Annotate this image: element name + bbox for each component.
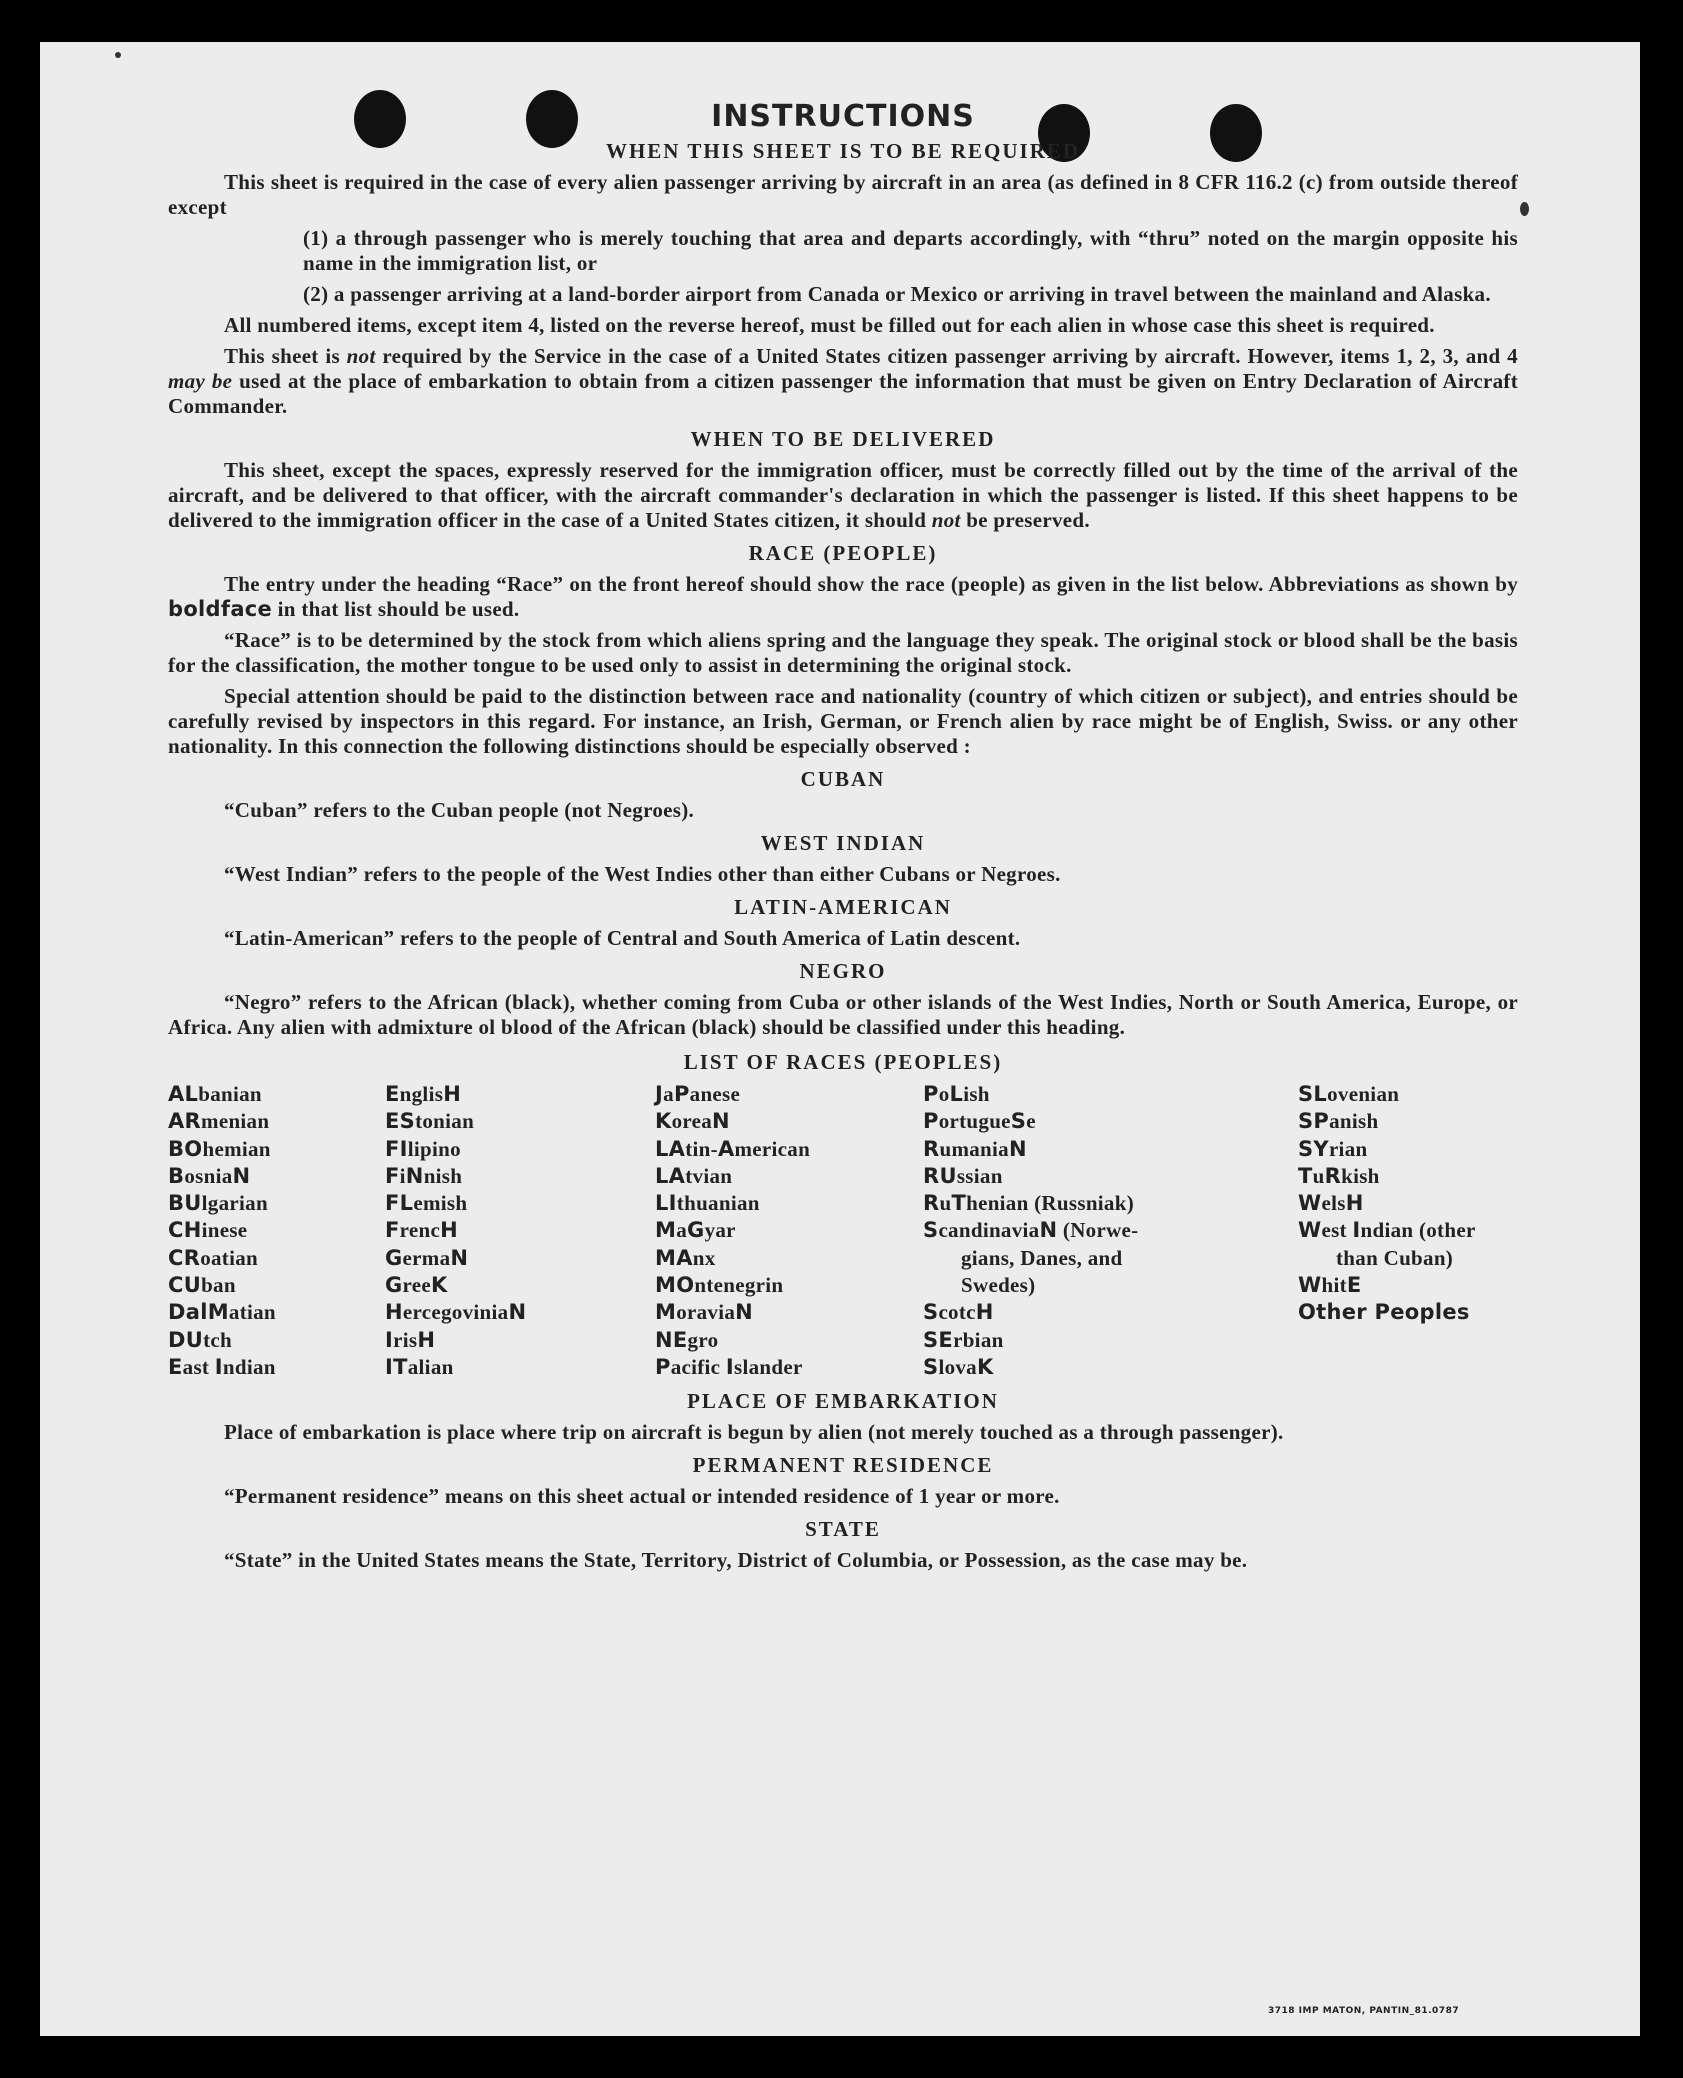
race-abbreviation: IT: [385, 1354, 408, 1379]
race-abbreviation: H: [417, 1327, 436, 1352]
race-abbreviation: G: [385, 1273, 403, 1298]
paragraph: “West Indian” refers to the people of the West Indies other than either Cubans or Negroes.: [224, 862, 1061, 886]
race-abbreviation: CH: [168, 1218, 202, 1243]
race-abbreviation: K: [431, 1273, 448, 1298]
race-name-text: nglis: [399, 1082, 444, 1106]
section-heading-state: STATE: [805, 1517, 881, 1541]
race-abbreviation: M: [655, 1300, 677, 1325]
race-entry: [385, 1272, 526, 1299]
race-entry: [168, 1245, 276, 1272]
race-name-text: oravia: [676, 1300, 736, 1325]
race-abbreviation: FI: [385, 1136, 408, 1161]
race-name-text: acific: [670, 1354, 726, 1379]
race-abbreviation: LI: [655, 1191, 677, 1216]
section-heading-residence: PERMANENT RESIDENCE: [692, 1453, 994, 1477]
paragraph: Special attention should be paid to the distinction between race and nationality (country of which citizen or subject), and entries should be carefully revised by inspectors in this regard. For instance, an Irish, German, or French alien by race might be of English, Swiss. or any other nationality. In this connection the following distinctions should be especially observed :: [168, 684, 1518, 758]
paragraph: This sheet is not required by the Service in the case of a United States citizen passenger arriving by aircraft. However, items 1, 2, 3, and 4 may be used at the place of embarkation to obtain from a citizen passenger the information that must be given on Entry Declaration of Aircraft Commander.: [168, 344, 1518, 418]
race-abbreviation: I: [385, 1327, 394, 1352]
race-name-text: lgarian: [201, 1191, 268, 1216]
race-name-text: lova: [938, 1354, 977, 1379]
speck: [1520, 202, 1529, 216]
race-name-text: lipino: [407, 1136, 461, 1161]
race-name-text: orea: [671, 1109, 713, 1134]
race-entry: [385, 1245, 526, 1272]
race-name-text: slander: [733, 1354, 803, 1379]
race-abbreviation: SY: [1298, 1136, 1329, 1161]
race-entry: [923, 1327, 1193, 1354]
race-name-text: inese: [201, 1218, 248, 1243]
race-name-text: nish: [423, 1163, 463, 1188]
paragraph: “Latin-American” refers to the people of Central and South America of Latin descent.: [224, 926, 1021, 950]
race-entry: [1298, 1190, 1543, 1217]
race-abbreviation: SL: [1298, 1082, 1328, 1106]
race-name-text: ndian (other: [1360, 1218, 1476, 1243]
race-abbreviation: S: [923, 1218, 939, 1243]
race-abbreviation: BU: [168, 1191, 202, 1216]
paragraph: The entry under the heading “Race” on the front hereof should show the race (people) as given in the list below. Abbreviations as shown by boldface in that list should be used.: [168, 572, 1518, 621]
race-name-text: gro: [687, 1327, 719, 1352]
race-entry: [1298, 1163, 1543, 1190]
race-abbreviation: Other Peoples: [1298, 1300, 1470, 1325]
race-name-text: gians, Danes, and: [961, 1245, 1123, 1270]
race-name-text: erma: [402, 1245, 451, 1270]
race-name-text: anish: [1329, 1109, 1379, 1134]
race-name-text: e: [1026, 1109, 1036, 1134]
race-entry: [385, 1354, 526, 1381]
race-entry: [655, 1245, 810, 1272]
race-abbreviation: CR: [168, 1245, 201, 1270]
paragraph: “Permanent residence” means on this sheet actual or intended residence of 1 year or more.: [224, 1484, 1060, 1508]
race-entry: [655, 1163, 810, 1190]
race-abbreviation: AL: [168, 1082, 199, 1106]
race-abbreviation: I: [1352, 1218, 1361, 1243]
race-name-text: u: [1312, 1163, 1325, 1188]
race-entry: [168, 1272, 276, 1299]
race-entry: [655, 1217, 810, 1244]
exception-item-2: (2) a passenger arriving at a land-border airport from Canada or Mexico or arriving in travel between the mainland and Alaska.: [303, 282, 1491, 306]
speck: [115, 52, 121, 58]
section-heading-negro: NEGRO: [799, 959, 887, 983]
race-entry: [1298, 1245, 1543, 1272]
race-name-text: ris: [393, 1327, 418, 1352]
race-abbreviation: LA: [655, 1136, 686, 1161]
paragraph: “State” in the United States means the State, Territory, District of Columbia, or Possession, as the case may be.: [224, 1548, 1248, 1572]
race-column: [923, 1081, 1193, 1381]
race-name-text: yar: [704, 1218, 736, 1243]
race-entry: [1298, 1299, 1543, 1326]
race-entry: [655, 1081, 810, 1108]
race-abbreviation: P: [655, 1354, 671, 1379]
race-abbreviation: G: [687, 1218, 705, 1243]
race-abbreviation: W: [1298, 1191, 1322, 1216]
race-name-text: tonian: [415, 1109, 475, 1134]
paragraph: “Negro” refers to the African (black), whether coming from Cuba or other islands of the West Indies, North or South America, Europe, or Africa. Any alien with admixture ol blood of the African (black) should be classified under this heading.: [168, 990, 1518, 1039]
race-abbreviation: B: [168, 1163, 185, 1188]
race-abbreviation: N: [405, 1163, 424, 1188]
race-entry: [923, 1190, 1193, 1217]
race-entry: [168, 1354, 276, 1381]
race-entry: [923, 1108, 1193, 1135]
race-entry: [385, 1136, 526, 1163]
race-name-text: est: [1321, 1218, 1353, 1243]
race-abbreviation: M: [655, 1218, 677, 1243]
section-heading-latin-american: LATIN-AMERICAN: [734, 895, 952, 919]
race-abbreviation: H: [440, 1218, 459, 1243]
race-abbreviation: N: [1008, 1136, 1027, 1161]
section-heading-west-indian: WEST INDIAN: [760, 831, 926, 855]
race-abbreviation: T: [1298, 1163, 1313, 1188]
race-abbreviation: E: [385, 1082, 400, 1106]
race-name-text: i: [399, 1163, 406, 1188]
race-name-text: ntenegrin: [694, 1273, 784, 1298]
race-entry: [655, 1299, 810, 1326]
race-abbreviation: LA: [655, 1163, 686, 1188]
race-entry: [385, 1190, 526, 1217]
section-heading-embarkation: PLACE OF EMBARKATION: [687, 1389, 999, 1413]
race-name-text: candinavia: [938, 1218, 1040, 1243]
race-abbreviation: N: [232, 1163, 251, 1188]
race-abbreviation: W: [1298, 1273, 1322, 1298]
race-abbreviation: R: [1324, 1163, 1342, 1188]
race-name-text: ercegovinia: [402, 1300, 509, 1325]
race-entry: [385, 1327, 526, 1354]
race-entry: [923, 1272, 1193, 1299]
race-abbreviation: K: [976, 1354, 994, 1379]
race-abbreviation: I: [214, 1354, 223, 1379]
race-abbreviation: I: [725, 1354, 734, 1379]
race-entry: [923, 1299, 1193, 1326]
race-name-text: ovenian: [1327, 1082, 1400, 1106]
race-name-text: tch: [203, 1327, 232, 1352]
race-entry: [923, 1245, 1193, 1272]
race-entry: [385, 1299, 526, 1326]
race-list: [168, 1081, 1518, 1381]
race-abbreviation: S: [923, 1300, 939, 1325]
race-entry: [1298, 1081, 1543, 1108]
paragraph: This sheet is required in the case of every alien passenger arriving by aircraft in an area (as defined in 8 CFR 116.2 (c) from outside thereof except: [168, 170, 1518, 219]
race-abbreviation: ES: [385, 1109, 416, 1134]
race-name-text: cotc: [938, 1300, 976, 1325]
instructions-body: [168, 99, 1518, 1579]
race-name-text: (Norwe-: [1057, 1218, 1139, 1243]
race-name-text: oatian: [200, 1245, 258, 1270]
race-name-text: emish: [413, 1191, 468, 1216]
race-abbreviation: MA: [655, 1245, 693, 1270]
race-abbreviation: S: [923, 1354, 939, 1379]
race-name-text: a: [663, 1082, 674, 1106]
race-name-text: hit: [1321, 1273, 1347, 1298]
race-name-text: anese: [689, 1082, 741, 1106]
race-abbreviation: P: [923, 1082, 939, 1106]
race-entry: [1298, 1108, 1543, 1135]
race-name-text: ish: [963, 1082, 990, 1106]
race-abbreviation: H: [443, 1082, 462, 1106]
race-name-text: umania: [939, 1136, 1009, 1161]
race-name-text: than Cuban): [1336, 1245, 1454, 1270]
race-entry: [1298, 1136, 1543, 1163]
race-name-text: els: [1321, 1191, 1346, 1216]
race-abbreviation: AR: [168, 1109, 202, 1134]
race-entry: [385, 1217, 526, 1244]
race-entry: [655, 1354, 810, 1381]
race-entry: [923, 1354, 1193, 1381]
race-abbreviation: SE: [923, 1327, 954, 1352]
printer-imprint: 3718 IMP MATON, PANTIN_81.0787: [1268, 2006, 1460, 2016]
race-name-text: ortugue: [938, 1109, 1011, 1134]
race-entry: [923, 1136, 1193, 1163]
race-entry: [923, 1163, 1193, 1190]
race-name-text: ban: [201, 1273, 236, 1298]
paragraph: Place of embarkation is place where trip on aircraft is begun by alien (not merely touched as a through passenger).: [224, 1420, 1284, 1444]
race-name-text: menian: [201, 1109, 270, 1134]
race-name-text: osnia: [184, 1163, 233, 1188]
paragraph: All numbered items, except item 4, listed on the reverse hereof, must be filled out for each alien in whose case this sheet is required.: [224, 313, 1435, 337]
race-column: [655, 1081, 810, 1381]
race-abbreviation: G: [385, 1245, 403, 1270]
race-entry: [168, 1299, 276, 1326]
race-abbreviation: CU: [168, 1273, 202, 1298]
race-abbreviation: FL: [385, 1191, 414, 1216]
race-entry: [1298, 1272, 1543, 1299]
section-heading-when-delivered: WHEN TO BE DELIVERED: [690, 427, 996, 451]
race-entry: [655, 1327, 810, 1354]
race-name-text: ssian: [956, 1163, 1003, 1188]
race-column: [168, 1081, 276, 1381]
race-name-text: ndian: [222, 1354, 276, 1379]
race-abbreviation: L: [949, 1082, 964, 1106]
race-column: [1298, 1081, 1543, 1327]
race-entry: [385, 1108, 526, 1135]
race-entry: [168, 1108, 276, 1135]
race-abbreviation: Dal: [168, 1300, 208, 1325]
race-entry: [168, 1081, 276, 1108]
race-abbreviation: NE: [655, 1327, 688, 1352]
section-heading-race: RACE (PEOPLE): [748, 541, 938, 565]
race-abbreviation: S: [1010, 1109, 1027, 1134]
paragraph: This sheet, except the spaces, expressly reserved for the immigration officer, must be correctly filled out by the time of the arrival of the aircraft, and be delivered to that officer, with the aircraft commander's declaration in which the passenger is listed. If this sheet happens to be delivered to the immigration officer in the case of a United States citizen, it should not be preserved.: [168, 458, 1518, 532]
race-name-text: hemian: [202, 1136, 271, 1161]
race-entry: [385, 1163, 526, 1190]
race-name-text: Swedes): [961, 1273, 1036, 1298]
paragraph: “Race” is to be determined by the stock from which aliens spring and the language they speak. The original stock or blood shall be the basis for the classification, the mother tongue to be used only to assist in determining the original stock.: [168, 628, 1518, 677]
race-entry: [655, 1136, 810, 1163]
race-entry: [655, 1190, 810, 1217]
race-abbreviation: R: [923, 1136, 940, 1161]
race-abbreviation: R: [923, 1191, 940, 1216]
race-name-text: a: [676, 1218, 688, 1243]
race-name-text: nx: [692, 1245, 716, 1270]
race-column: [385, 1081, 526, 1381]
race-abbreviation: DU: [168, 1327, 204, 1352]
race-name-text: renc: [399, 1218, 441, 1243]
section-heading-cuban: CUBAN: [800, 767, 886, 791]
race-name-text: alian: [407, 1354, 454, 1379]
race-abbreviation: N: [1039, 1218, 1058, 1243]
race-abbreviation: F: [385, 1218, 400, 1243]
race-abbreviation: N: [508, 1300, 527, 1325]
race-abbreviation: P: [673, 1082, 690, 1106]
race-name-text: thuanian: [676, 1191, 760, 1216]
race-entry: [1298, 1217, 1543, 1244]
race-entry: [655, 1108, 810, 1135]
race-name-text: rian: [1328, 1136, 1368, 1161]
race-entry: [655, 1272, 810, 1299]
race-abbreviation: BO: [168, 1136, 203, 1161]
race-abbreviation: N: [712, 1109, 730, 1134]
race-name-text: u: [939, 1191, 952, 1216]
document-sheet: [40, 42, 1640, 2036]
race-name-text: tin-: [685, 1136, 718, 1161]
race-abbreviation: M: [207, 1300, 229, 1325]
race-abbreviation: K: [655, 1109, 672, 1134]
race-entry: [385, 1081, 526, 1108]
race-name-text: atian: [228, 1300, 276, 1325]
paragraph: “Cuban” refers to the Cuban people (not Negroes).: [224, 798, 695, 822]
race-name-text: kish: [1341, 1163, 1380, 1188]
section-heading-list-of-races: LIST OF RACES (PEOPLES): [683, 1050, 1003, 1074]
exception-item-1: (1) a through passenger who is merely touching that area and departs accordingly, with “thru” noted on the margin opposite his name in the immigration list, or: [303, 226, 1518, 275]
race-name-text: ast: [182, 1354, 215, 1379]
race-name-text: henian (Russniak): [966, 1191, 1135, 1216]
page-title: INSTRUCTIONS: [711, 99, 975, 134]
race-abbreviation: P: [923, 1109, 939, 1134]
race-abbreviation: MO: [655, 1273, 695, 1298]
race-name-text: tvian: [685, 1163, 733, 1188]
race-abbreviation: N: [450, 1245, 469, 1270]
race-abbreviation: SP: [1298, 1109, 1330, 1134]
race-name-text: ree: [402, 1273, 432, 1298]
section-heading-when-required: WHEN THIS SHEET IS TO BE REQUIRED: [605, 139, 1081, 163]
race-abbreviation: H: [385, 1300, 403, 1325]
race-entry: [168, 1136, 276, 1163]
race-entry: [923, 1217, 1193, 1244]
race-abbreviation: E: [168, 1354, 183, 1379]
race-entry: [168, 1327, 276, 1354]
race-abbreviation: H: [975, 1300, 994, 1325]
race-abbreviation: N: [735, 1300, 754, 1325]
race-entry: [923, 1081, 1193, 1108]
race-abbreviation: F: [385, 1163, 400, 1188]
race-abbreviation: J: [655, 1082, 664, 1106]
race-abbreviation: E: [1346, 1273, 1362, 1298]
race-name-text: merican: [734, 1136, 811, 1161]
race-abbreviation: A: [717, 1136, 735, 1161]
race-entry: [168, 1163, 276, 1190]
race-name-text: rbian: [953, 1327, 1004, 1352]
race-name-text: o: [938, 1082, 950, 1106]
race-abbreviation: RU: [923, 1163, 957, 1188]
race-name-text: banian: [198, 1082, 262, 1106]
race-abbreviation: W: [1298, 1218, 1322, 1243]
race-abbreviation: H: [1345, 1191, 1364, 1216]
race-entry: [168, 1190, 276, 1217]
race-abbreviation: T: [951, 1191, 967, 1216]
race-entry: [168, 1217, 276, 1244]
